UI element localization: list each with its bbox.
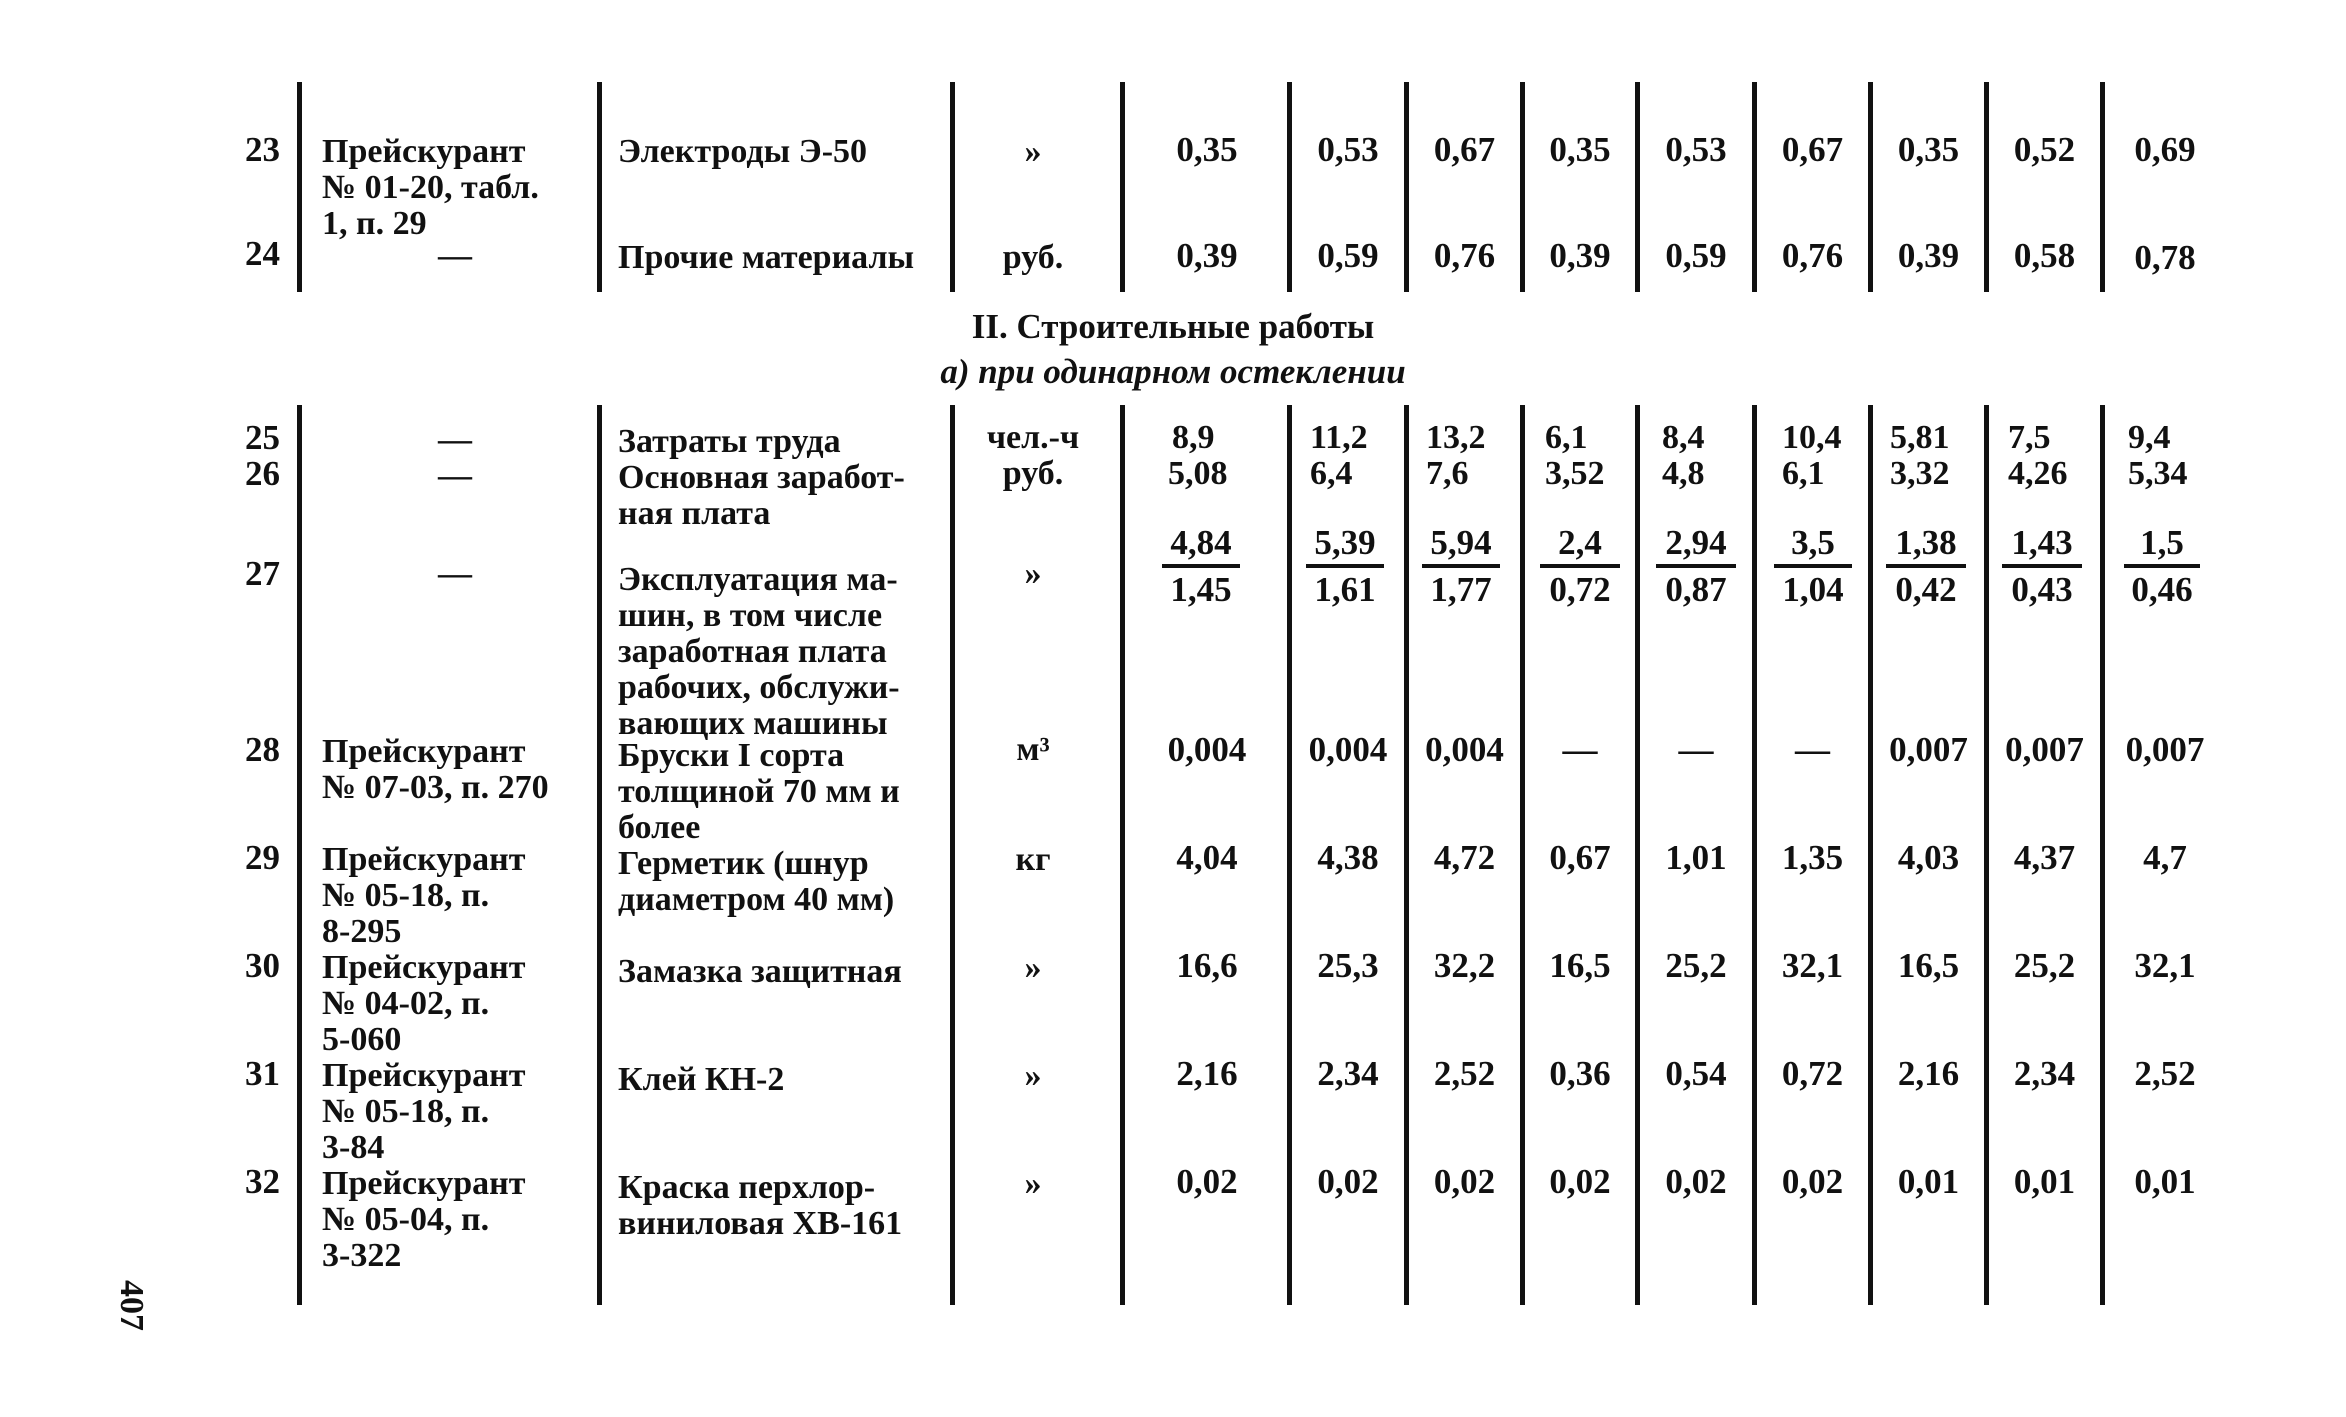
- denominator: 0,87: [1665, 570, 1727, 609]
- value-cell: 0,02: [1317, 1162, 1379, 1201]
- denominator: 1,61: [1314, 570, 1376, 609]
- value-cell: 0,01: [2134, 1162, 2196, 1201]
- value-cell: 6,1: [1545, 419, 1588, 456]
- numerator: 1,38: [1886, 522, 1966, 568]
- price-list-ref: —: [438, 237, 472, 274]
- value-cell: 0,02: [1176, 1162, 1238, 1201]
- fraction-cell: [1774, 522, 1852, 612]
- value-cell: 0,59: [1317, 236, 1379, 275]
- price-list-ref: Прейскурант № 07-03, п. 270: [322, 733, 549, 806]
- price-list-ref: Прейскурант № 05-18, п. 3-84: [322, 1057, 526, 1166]
- value-cell: 0,01: [1897, 1162, 1960, 1201]
- denominator: 0,72: [1549, 570, 1611, 609]
- value-cell: 0,007: [1889, 730, 1968, 769]
- value-cell: 25,2: [2013, 946, 2076, 985]
- value-cell: 11,2: [1310, 419, 1368, 456]
- numerator: 3,5: [1774, 522, 1852, 568]
- value-cell: 25,3: [1317, 946, 1379, 985]
- numerator: 5,39: [1306, 522, 1384, 568]
- value-cell: 0,67: [1781, 130, 1844, 169]
- price-list-ref: Прейскурант № 01-20, табл. 1, п. 29: [322, 133, 539, 242]
- resource-name: Клей КН-2: [618, 1061, 785, 1098]
- resource-name: Электроды Э-50: [618, 133, 868, 170]
- value-cell: 0,39: [1176, 236, 1238, 275]
- value-cell: 9,4: [2128, 419, 2171, 456]
- value-cell: 0,52: [2013, 130, 2076, 169]
- resource-name: Затраты труда: [618, 423, 841, 460]
- section-title: II. Строительные работы: [971, 307, 1375, 346]
- rule: [297, 82, 302, 292]
- numerator: 5,94: [1422, 522, 1500, 568]
- value-cell: 0,35: [1897, 130, 1960, 169]
- unit: руб.: [1002, 455, 1064, 492]
- value-cell: 5,81: [1890, 419, 1950, 456]
- value-cell: 0,004: [1425, 730, 1504, 769]
- value-cell: 0,35: [1176, 130, 1238, 169]
- value-cell: 0,36: [1549, 1054, 1611, 1093]
- value-cell: 0,01: [2013, 1162, 2076, 1201]
- numerator: 2,94: [1656, 522, 1736, 568]
- value-cell: 4,04: [1176, 838, 1238, 877]
- fraction-cell: [1422, 522, 1500, 612]
- row-number: 28: [245, 730, 280, 769]
- price-list-ref: —: [438, 555, 472, 592]
- value-cell: 0,02: [1549, 1162, 1611, 1201]
- value-cell: 0,76: [1433, 236, 1496, 275]
- row-number: 30: [245, 946, 280, 985]
- value-cell: 3,52: [1545, 455, 1605, 492]
- value-cell: 4,38: [1317, 838, 1379, 877]
- value-cell: 8,9: [1172, 419, 1215, 456]
- row-number: 24: [245, 234, 280, 273]
- value-cell: 0,35: [1549, 130, 1611, 169]
- value-cell: 4,26: [2008, 455, 2068, 492]
- denominator: 0,43: [2011, 570, 2073, 609]
- value-cell: 0,67: [1433, 130, 1496, 169]
- value-cell: 3,32: [1890, 455, 1950, 492]
- value-cell: 0,02: [1433, 1162, 1496, 1201]
- price-list-ref: Прейскурант № 04-02, п. 5-060: [322, 949, 526, 1058]
- resource-name: Краска перхлор- виниловая ХВ-161: [618, 1169, 903, 1242]
- row-number: 29: [245, 838, 280, 877]
- value-cell: 2,16: [1176, 1054, 1238, 1093]
- value-cell: 6,4: [1310, 455, 1353, 492]
- rule: [950, 405, 955, 1305]
- value-cell: 25,2: [1665, 946, 1727, 985]
- price-list-ref: Прейскурант № 05-04, п. 3-322: [322, 1165, 526, 1274]
- denominator: 1,45: [1170, 570, 1232, 609]
- price-list-ref: —: [438, 421, 472, 458]
- value-cell: 2,34: [1317, 1054, 1379, 1093]
- value-cell: 0,53: [1317, 130, 1379, 169]
- value-cell: 0,58: [2013, 236, 2076, 275]
- value-cell: 32,1: [2134, 946, 2196, 985]
- value-cell: 0,39: [1549, 236, 1611, 275]
- value-cell: 0,004: [1308, 730, 1388, 769]
- rule: [1120, 405, 1125, 1305]
- numerator: 1,5: [2124, 522, 2200, 568]
- value-cell: 32,1: [1781, 946, 1844, 985]
- resource-name: Замазка защитная: [618, 953, 902, 990]
- value-cell: 7,6: [1426, 455, 1469, 492]
- value-cell: 0,007: [2125, 730, 2205, 769]
- row-number: 26: [245, 454, 280, 493]
- denominator: 1,77: [1430, 570, 1492, 609]
- value-cell: 2,52: [1433, 1054, 1496, 1093]
- value-cell: 0,02: [1781, 1162, 1844, 1201]
- value-cell: 0,53: [1665, 130, 1727, 169]
- fraction-cell: [2124, 522, 2200, 612]
- row-number: 32: [245, 1162, 280, 1201]
- unit: »: [1024, 133, 1042, 170]
- page-number: 407: [113, 1280, 150, 1331]
- value-cell: —: [1795, 730, 1830, 769]
- rule: [597, 82, 602, 292]
- fraction-cell: [1656, 522, 1736, 612]
- unit: »: [1024, 1057, 1042, 1094]
- fraction-cell: [1162, 522, 1240, 612]
- value-cell: 5,34: [2128, 455, 2188, 492]
- unit: »: [1024, 555, 1042, 592]
- value-cell: 4,8: [1662, 455, 1705, 492]
- value-cell: 5,08: [1168, 455, 1228, 492]
- value-cell: 0,76: [1781, 236, 1844, 275]
- value-cell: 4,72: [1433, 838, 1496, 877]
- value-cell: 13,2: [1426, 419, 1486, 456]
- fraction-cell: [1886, 522, 1966, 612]
- value-cell: —: [1678, 730, 1714, 769]
- fraction-cell: [1540, 522, 1620, 612]
- rule: [950, 82, 955, 292]
- value-cell: 0,007: [2005, 730, 2084, 769]
- value-cell: 6,1: [1782, 455, 1825, 492]
- value-cell: 2,16: [1897, 1054, 1960, 1093]
- resource-name: Основная заработ- ная плата: [618, 459, 905, 532]
- numerator: 4,84: [1162, 522, 1240, 568]
- denominator: 0,42: [1895, 570, 1957, 609]
- resource-name: Эксплуатация ма- шин, в том числе заработная плата рабочих, обслужи- вающих машины: [618, 561, 900, 742]
- value-cell: 16,5: [1897, 946, 1960, 985]
- value-cell: 4,7: [2143, 838, 2187, 877]
- value-cell: 8,4: [1662, 419, 1705, 456]
- unit: »: [1024, 949, 1042, 986]
- value-cell: 0,004: [1167, 730, 1247, 769]
- denominator: 1,04: [1782, 570, 1844, 609]
- value-cell: 0,67: [1549, 838, 1611, 877]
- row-number: 23: [245, 130, 280, 169]
- fraction-cell: [1306, 522, 1384, 612]
- resource-name: Герметик (шнур диаметром 40 мм): [618, 845, 895, 918]
- value-cell: 0,54: [1665, 1054, 1727, 1093]
- price-list-ref: Прейскурант № 05-18, п. 8-295: [322, 841, 526, 950]
- value-cell: 0,39: [1897, 236, 1960, 275]
- fraction-cell: [2002, 522, 2082, 612]
- value-cell: 1,01: [1665, 838, 1727, 877]
- value-cell: 0,02: [1665, 1162, 1727, 1201]
- value-cell: 1,35: [1781, 838, 1844, 877]
- value-cell: 0,69: [2134, 130, 2196, 169]
- row-number: 25: [245, 418, 280, 457]
- value-cell: 4,03: [1897, 838, 1960, 877]
- unit: руб.: [1002, 239, 1064, 276]
- resource-name: Бруски I сорта толщиной 70 мм и более: [618, 737, 900, 846]
- value-cell: 0,59: [1665, 236, 1727, 275]
- unit: м³: [1016, 731, 1050, 768]
- value-cell: 16,6: [1176, 946, 1238, 985]
- rule: [597, 405, 602, 1305]
- value-cell: 10,4: [1782, 419, 1842, 456]
- numerator: 2,4: [1540, 522, 1620, 568]
- subsection-title: а) при одинарном остеклении: [940, 352, 1406, 391]
- unit: кг: [1015, 841, 1051, 878]
- value-cell: 2,34: [2013, 1054, 2076, 1093]
- value-cell: 32,2: [1433, 946, 1496, 985]
- price-list-ref: —: [438, 457, 472, 494]
- value-cell: 2,52: [2134, 1054, 2196, 1093]
- unit: »: [1024, 1165, 1042, 1202]
- numerator: 1,43: [2002, 522, 2082, 568]
- value-cell: 4,37: [2013, 838, 2076, 877]
- value-cell: 0,72: [1781, 1054, 1844, 1093]
- value-cell: 16,5: [1549, 946, 1611, 985]
- value-cell: 0,78: [2134, 238, 2196, 277]
- rule: [297, 405, 302, 1305]
- denominator: 0,46: [2131, 570, 2193, 609]
- row-number: 27: [245, 554, 280, 593]
- resource-name: Прочие материалы: [618, 239, 915, 276]
- value-cell: 7,5: [2008, 419, 2051, 456]
- row-number: 31: [245, 1054, 280, 1093]
- value-cell: —: [1562, 730, 1598, 769]
- unit: чел.-ч: [986, 419, 1080, 456]
- rule: [1120, 82, 1125, 292]
